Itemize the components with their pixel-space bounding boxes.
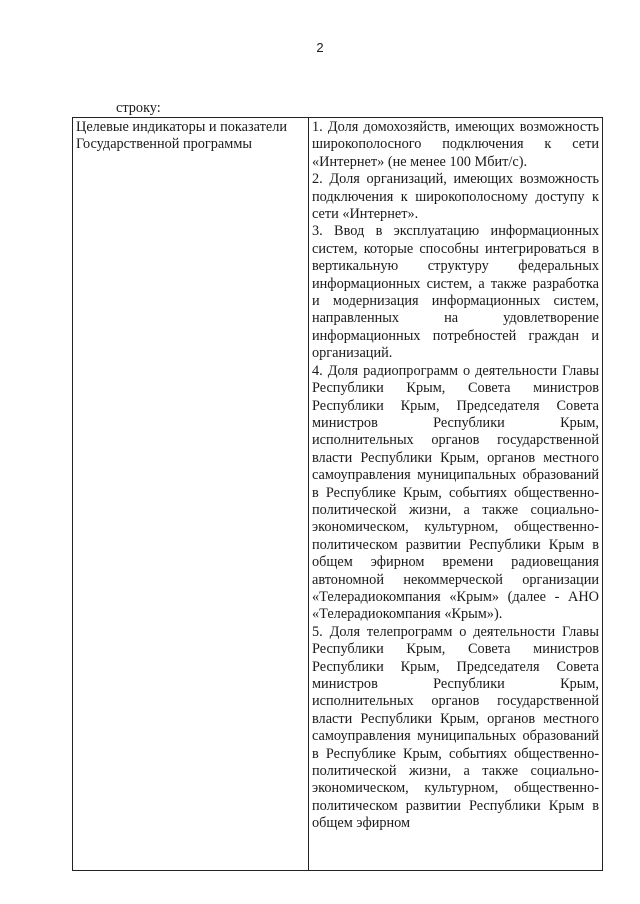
indicator-list-cell (309, 118, 603, 871)
indicator-item: 1. Доля домохозяйств, имеющих возможность широкополосного подключения к сети «Интернет» (не менее 100 Мбит/с). (312, 119, 599, 170)
indicator-label: Целевые индикаторы и показатели Государственной программы (76, 119, 287, 153)
indicator-item: 4. Доля радиопрограмм о деятельности Главы Республики Крым, Совета министров Республики Крым, Председателя Совета министров Республики Крым, исполнительных органов государственной власти Республики Крым, органов местного самоуправления муниципальных образований в Республике Крым, событиях общественно-политической жизни, а также социально-экономическом, культурном, общественно-политическом развитии Республики Крым в общем эфирном времени радиовещания автономной некоммерческой организации «Телерадиокомпания «Крым» (далее - АНО «Телерадиокомпания «Крым»). (312, 362, 599, 623)
page-number: 2 (316, 40, 324, 55)
indicator-label-cell (73, 118, 309, 871)
indicator-item: 5. Доля телепрограмм о деятельности Главы Республики Крым, Совета министров Республики Крым, Председателя Совета министров Республики Крым, исполнительных органов государственной власти Республики Крым, органов местного самоуправления муниципальных образований в Республике Крым, событиях общественно-политической жизни, а также социально-экономическом, культурном, общественно-политическом развитии Республики Крым в общем эфирном (312, 623, 599, 832)
intro-text: строку: (116, 100, 161, 116)
table-row (73, 118, 603, 871)
indicator-item: 3. Ввод в эксплуатацию информационных систем, которые способны интегрироваться в вертикальную структуру федеральных информационных систем, а также разработка и модернизация информационных систем, направленных на удовлетворение информационных потребностей граждан и организаций. (312, 223, 599, 362)
program-table (72, 117, 603, 871)
indicator-item: 2. Доля организаций, имеющих возможность подключения к широкополосному доступу к сети «Интернет». (312, 171, 599, 223)
